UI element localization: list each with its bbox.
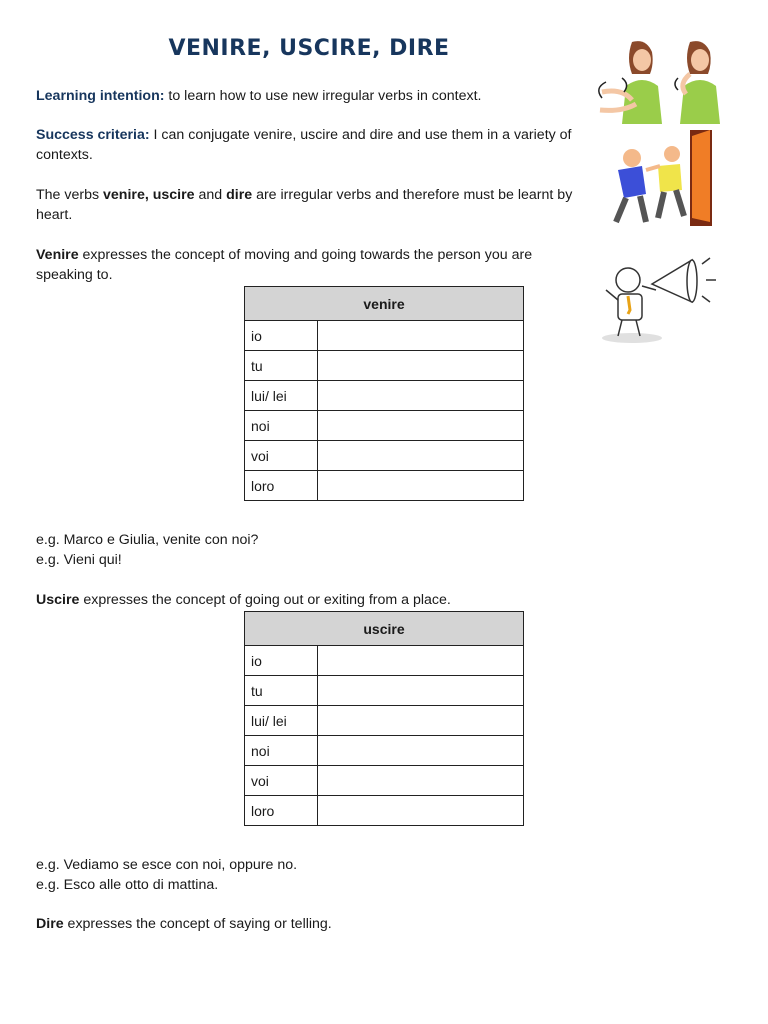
pronoun-cell: loro <box>245 796 318 826</box>
uscire-desc-text: expresses the concept of going out or exiting from a place. <box>79 592 451 608</box>
table-row <box>245 471 524 501</box>
page-title: VENIRE, USCIRE, DIRE <box>168 36 450 61</box>
pronoun-cell: voi <box>245 766 318 796</box>
learning-intention-label: Learning intention: <box>36 88 165 104</box>
answer-cell[interactable] <box>318 471 524 501</box>
pronoun-cell: tu <box>245 351 318 381</box>
table-row <box>245 441 524 471</box>
table-row <box>245 766 524 796</box>
answer-cell[interactable] <box>318 411 524 441</box>
table-row <box>245 736 524 766</box>
intro-verb-dire: dire <box>226 187 253 203</box>
learning-intention-text: to learn how to use new irregular verbs in context. <box>164 88 482 104</box>
pronoun-cell: io <box>245 321 318 351</box>
sign-language-women-image <box>596 38 726 126</box>
pronoun-cell: voi <box>245 441 318 471</box>
intro-verbs: venire, uscire <box>103 187 195 203</box>
answer-cell[interactable] <box>318 351 524 381</box>
table-row <box>245 411 524 441</box>
venire-verb: Venire <box>36 247 79 263</box>
people-leaving-door-image <box>606 126 730 228</box>
uscire-example: e.g. Vediamo se esce con noi, oppure no. <box>36 857 298 873</box>
success-criteria-text: I can conjugate venire, uscire and dire and use them in a variety of contexts. <box>36 127 572 163</box>
pronoun-cell: noi <box>245 411 318 441</box>
megaphone-man-image <box>598 250 722 346</box>
uscire-description <box>36 590 592 610</box>
table-row <box>245 676 524 706</box>
table-row <box>245 796 524 826</box>
uscire-verb: Uscire <box>36 592 80 608</box>
learning-intention <box>36 86 592 106</box>
intro-text: The verbs <box>36 187 104 203</box>
venire-example: e.g. Marco e Giulia, venite con noi? <box>36 532 259 548</box>
answer-cell[interactable] <box>318 706 524 736</box>
pronoun-cell: io <box>245 646 318 676</box>
megaphone <box>652 260 692 302</box>
venire-description <box>36 245 592 285</box>
table-row <box>245 351 524 381</box>
success-criteria-label: Success criteria: <box>36 127 150 143</box>
table-row <box>245 321 524 351</box>
door <box>692 130 710 222</box>
venire-table <box>244 286 524 501</box>
pronoun-cell: tu <box>245 676 318 706</box>
answer-cell[interactable] <box>318 676 524 706</box>
answer-cell[interactable] <box>318 736 524 766</box>
table-row <box>245 381 524 411</box>
pronoun-cell: noi <box>245 736 318 766</box>
intro-paragraph <box>36 185 592 225</box>
success-criteria <box>36 125 592 165</box>
answer-cell[interactable] <box>318 381 524 411</box>
answer-cell[interactable] <box>318 766 524 796</box>
intro-text: and <box>194 187 227 203</box>
uscire-table <box>244 611 524 826</box>
intro-text: are irregular verbs and therefore must be learnt by heart. <box>36 187 573 223</box>
venire-desc-text: expresses the concept of moving and going towards the person you are speaking to. <box>36 247 533 283</box>
woman-left-figure <box>599 41 662 124</box>
table-row <box>245 706 524 736</box>
pronoun-cell: lui/ lei <box>245 706 318 736</box>
table-row <box>245 646 524 676</box>
answer-cell[interactable] <box>318 646 524 676</box>
answer-cell[interactable] <box>318 441 524 471</box>
pronoun-cell: lui/ lei <box>245 381 318 411</box>
dire-verb: Dire <box>36 916 64 932</box>
venire-table-header: venire <box>245 287 524 321</box>
woman-right-figure <box>675 41 720 124</box>
uscire-example: e.g. Esco alle otto di mattina. <box>36 877 219 893</box>
dire-desc-text: expresses the concept of saying or telling. <box>63 916 332 932</box>
answer-cell[interactable] <box>318 796 524 826</box>
answer-cell[interactable] <box>318 321 524 351</box>
dire-description <box>36 914 592 934</box>
venire-example: e.g. Vieni qui! <box>36 552 122 568</box>
pronoun-cell: loro <box>245 471 318 501</box>
uscire-table-header: uscire <box>245 612 524 646</box>
